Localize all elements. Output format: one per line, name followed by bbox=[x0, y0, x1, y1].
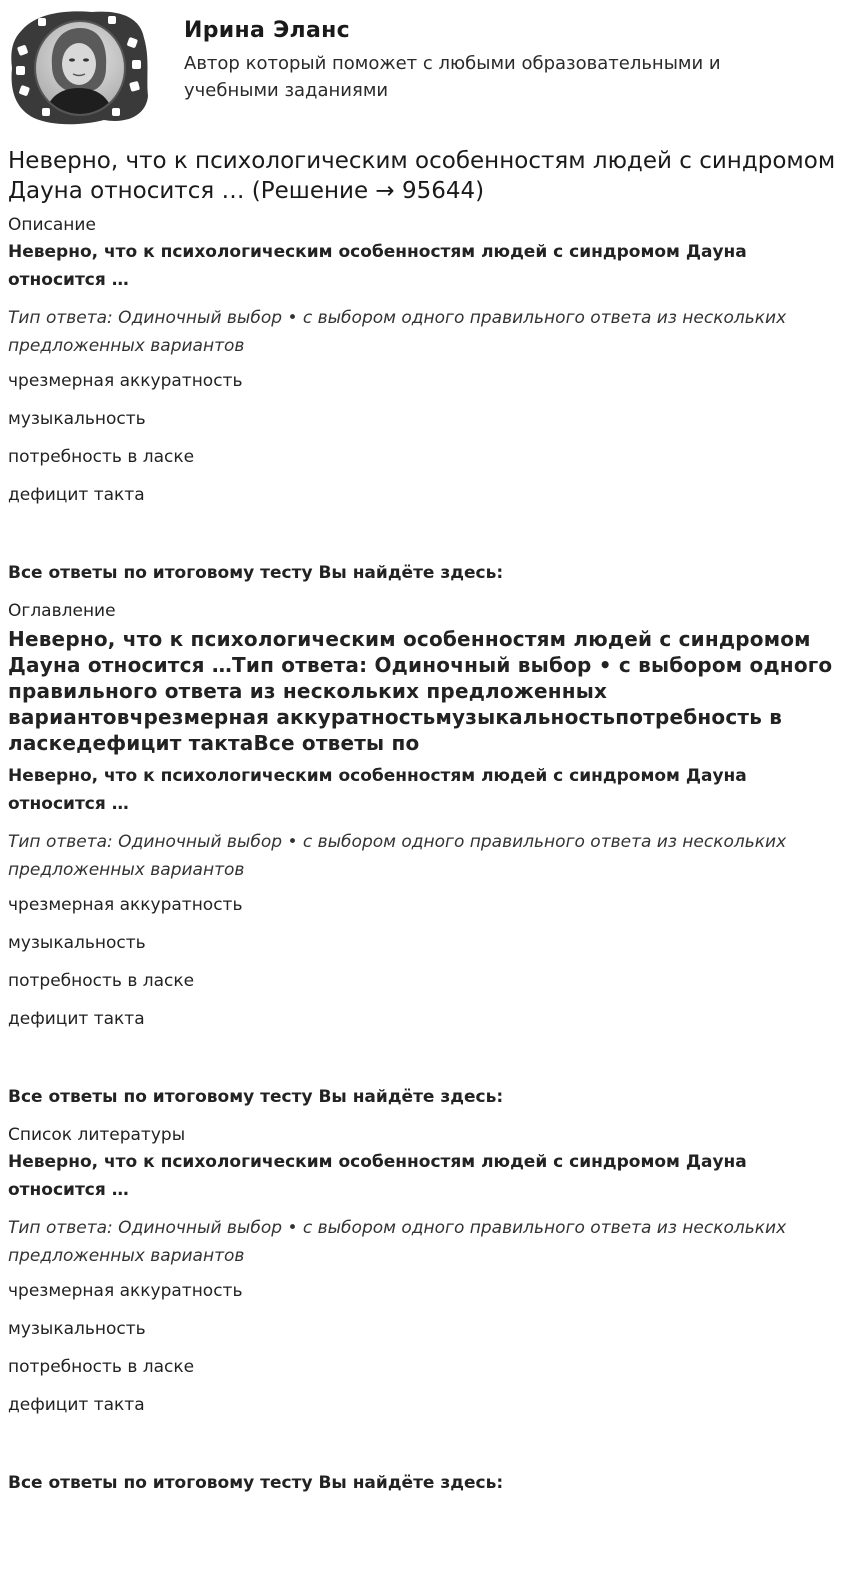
literature-section bbox=[8, 1124, 838, 1494]
section-label-description: Описание bbox=[8, 215, 96, 235]
author-card bbox=[8, 8, 838, 126]
all-answers-note: Все ответы по итоговому тесту Вы найдёте здесь: bbox=[8, 1087, 504, 1107]
answer-option: чрезмерная аккуратность bbox=[8, 1281, 243, 1301]
toc-summary: Неверно, что к психологическим особенностям людей с синдромом Дауна относится …Тип ответа: Одиночный выбор • с выбором одного правильного ответа из нескольких предложенных вариантовчрезмерная аккуратностьмузыкальностьпотребность в ласкедефицит тактаВсе ответы по bbox=[8, 627, 833, 755]
page-title: Неверно, что к психологическим особенностям людей с синдромом Дауна относится … (Решение → 95644) bbox=[8, 148, 836, 204]
answer-option: музыкальность bbox=[8, 409, 146, 429]
section-label-literature: Список литературы bbox=[8, 1125, 186, 1145]
toc-section bbox=[8, 600, 838, 1108]
answer-option: потребность в ласке bbox=[8, 447, 195, 467]
answer-option: музыкальность bbox=[8, 1319, 146, 1339]
answer-type: Тип ответа: Одиночный выбор • с выбором одного правильного ответа из нескольких предложенных вариантов bbox=[8, 308, 787, 356]
question-text: Неверно, что к психологическим особенностям людей с синдромом Дауна относится … bbox=[8, 1152, 747, 1200]
answer-option: музыкальность bbox=[8, 933, 146, 953]
answer-option: дефицит такта bbox=[8, 485, 145, 505]
author-name: Ирина Эланс bbox=[184, 18, 350, 43]
author-description: Автор который поможет с любыми образовательными и учебными заданиями bbox=[184, 53, 721, 101]
answer-type: Тип ответа: Одиночный выбор • с выбором одного правильного ответа из нескольких предложенных вариантов bbox=[8, 1218, 787, 1266]
answer-option: потребность в ласке bbox=[8, 971, 195, 991]
answer-option: потребность в ласке bbox=[8, 1357, 195, 1377]
section-label-toc: Оглавление bbox=[8, 601, 116, 621]
author-photo-filmstrip-icon bbox=[8, 8, 150, 126]
answer-option: чрезмерная аккуратность bbox=[8, 371, 243, 391]
all-answers-note: Все ответы по итоговому тесту Вы найдёте здесь: bbox=[8, 1473, 504, 1493]
all-answers-note: Все ответы по итоговому тесту Вы найдёте здесь: bbox=[8, 563, 504, 583]
answer-option: дефицит такта bbox=[8, 1009, 145, 1029]
answer-option: дефицит такта bbox=[8, 1395, 145, 1415]
question-text: Неверно, что к психологическим особенностям людей с синдромом Дауна относится … bbox=[8, 766, 747, 814]
description-section bbox=[8, 214, 838, 584]
question-text: Неверно, что к психологическим особенностям людей с синдромом Дауна относится … bbox=[8, 242, 747, 290]
main-content bbox=[8, 146, 838, 1494]
answer-type: Тип ответа: Одиночный выбор • с выбором одного правильного ответа из нескольких предложенных вариантов bbox=[8, 832, 787, 880]
answer-option: чрезмерная аккуратность bbox=[8, 895, 243, 915]
